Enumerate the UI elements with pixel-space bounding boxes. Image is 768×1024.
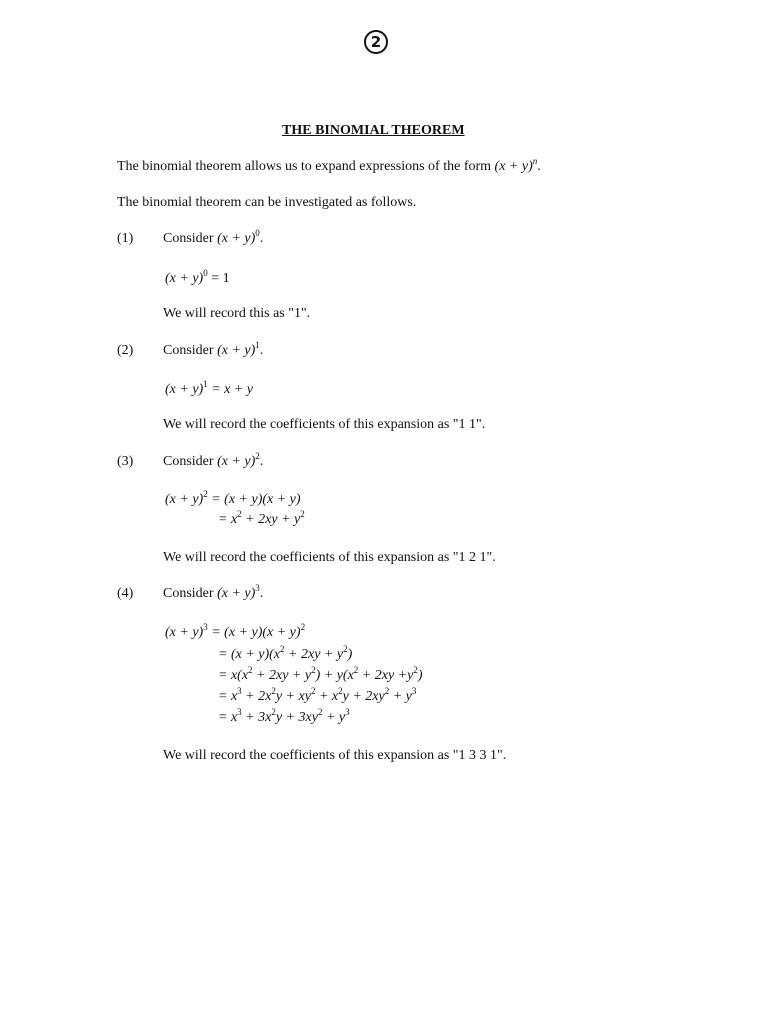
intro-expr-base: (x + y) xyxy=(494,159,533,174)
equation-exponent: 2 xyxy=(203,489,208,499)
record-text: We will record this as "1". xyxy=(163,306,311,321)
consider-end: . xyxy=(259,343,264,358)
equation-line xyxy=(165,489,301,507)
equation-rhs: = 1 xyxy=(211,271,230,286)
section-number: (2) xyxy=(117,343,134,358)
equation-rhs: = $(x + y)(x + y)^2$ xyxy=(211,622,306,640)
record-text: We will record the coefficients of this expansion as "1 3 3 1". xyxy=(163,748,507,763)
intro-text: The binomial theorem allows us to expand expressions of the form xyxy=(117,159,492,174)
record-text: We will record the coefficients of this expansion as "1 2 1". xyxy=(163,550,496,565)
consider-line xyxy=(163,340,264,358)
equation-lhs: (x + y) xyxy=(165,625,204,640)
equation-lhs: (x + y) xyxy=(165,271,204,286)
consider-line xyxy=(163,228,264,246)
equation-continuation: = $x^2 + 2xy + y^2$ xyxy=(218,509,305,527)
section-number: (4) xyxy=(117,586,134,601)
intro-paragraph xyxy=(117,156,541,174)
equation-lhs: (x + y) xyxy=(165,382,204,397)
consider-base: (x + y) xyxy=(217,454,256,469)
consider-base: (x + y) xyxy=(217,586,256,601)
page-number-marker xyxy=(364,30,388,54)
consider-line xyxy=(163,583,264,601)
equation-rhs: = x + y xyxy=(211,382,254,397)
equation-exponent: 1 xyxy=(203,379,208,389)
consider-base: (x + y) xyxy=(217,343,256,358)
equation-line xyxy=(165,622,306,640)
consider-exponent: 1 xyxy=(255,340,260,350)
section-number: (3) xyxy=(117,454,134,469)
consider-label: Consider xyxy=(163,454,214,469)
record-text: We will record the coefficients of this expansion as "1 1". xyxy=(163,417,486,432)
investigate-paragraph: The binomial theorem can be investigated as follows. xyxy=(117,195,417,210)
consider-end: . xyxy=(259,231,264,246)
equation-exponent: 0 xyxy=(203,268,208,278)
consider-exponent: 0 xyxy=(255,228,260,238)
equation-rhs: = (x + y)(x + y) xyxy=(211,492,301,507)
intro-expr-exponent: n xyxy=(532,156,538,166)
consider-label: Consider xyxy=(163,343,214,358)
equation-continuation: = $x^3 + 3x^2y + 3xy^2 + y^3$ xyxy=(218,707,350,725)
section-number: (1) xyxy=(117,231,134,246)
equation-continuation: = $(x + y)(x^2 + 2xy + y^2)$ xyxy=(218,644,353,662)
consider-end: . xyxy=(259,454,264,469)
equation-line xyxy=(165,268,230,286)
equation-line xyxy=(165,379,254,397)
intro-expression xyxy=(494,156,538,174)
equation-continuation: = $x(x^2 + 2xy + y^2) + y(x^2 + 2xy +y^2)$ xyxy=(218,665,423,683)
equation-lhs: (x + y) xyxy=(165,492,204,507)
consider-label: Consider xyxy=(163,231,214,246)
consider-end: . xyxy=(259,586,264,601)
equation-continuation: = $x^3 + 2x^2y + xy^2 + x^2y + 2xy^2 + y^3$ xyxy=(218,686,417,704)
consider-exponent: 2 xyxy=(255,451,260,461)
intro-end: . xyxy=(537,159,541,174)
page-number-text: 2 xyxy=(370,32,382,51)
consider-label: Consider xyxy=(163,586,214,601)
page-title: THE BINOMIAL THEOREM xyxy=(282,123,465,138)
consider-exponent: 3 xyxy=(255,583,260,593)
consider-base: (x + y) xyxy=(217,231,256,246)
equation-exponent: 3 xyxy=(203,622,208,632)
consider-line xyxy=(163,451,264,469)
